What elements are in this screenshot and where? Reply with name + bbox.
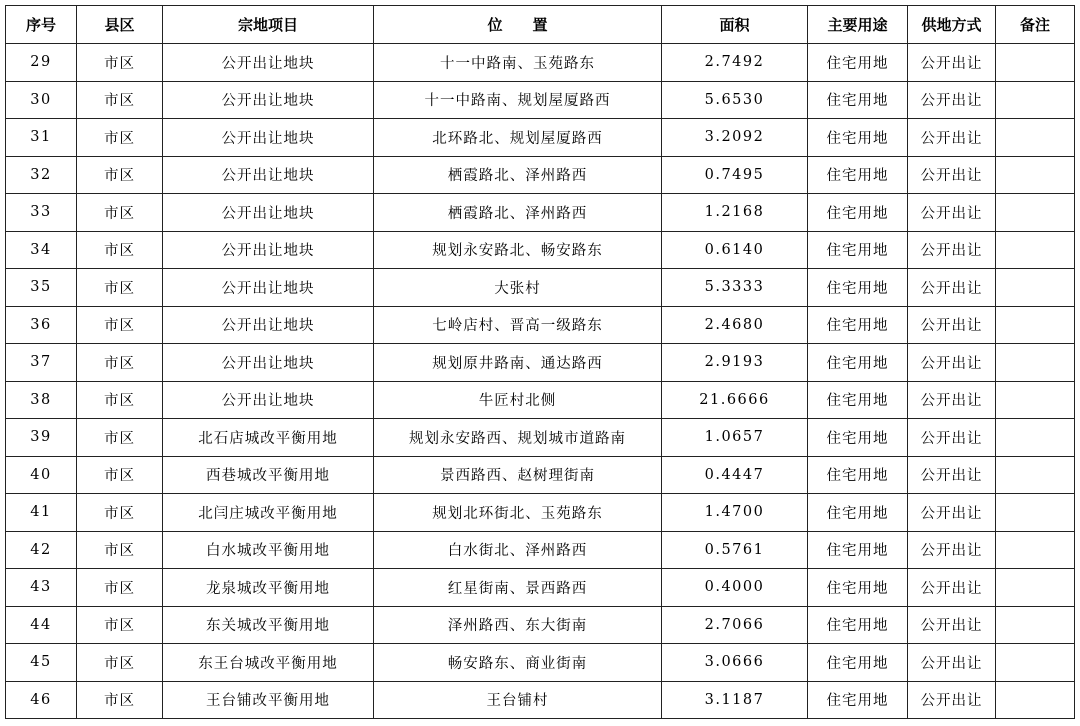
header-location: 位 置	[374, 6, 662, 44]
cell-serial-number: 29	[6, 44, 77, 82]
cell-area: 1.2168	[662, 194, 808, 232]
cell-area: 2.9193	[662, 344, 808, 382]
cell-county-district: 市区	[77, 344, 163, 382]
table-row	[6, 156, 1075, 194]
cell-main-use: 住宅用地	[808, 494, 908, 532]
cell-location: 泽州路西、东大街南	[374, 606, 662, 644]
cell-area: 3.1187	[662, 681, 808, 719]
cell-location: 畅安路东、商业街南	[374, 644, 662, 682]
cell-supply-method: 公开出让	[908, 344, 996, 382]
cell-location: 规划北环街北、玉苑路东	[374, 494, 662, 532]
cell-county-district: 市区	[77, 419, 163, 457]
cell-parcel-project: 公开出让地块	[163, 194, 374, 232]
cell-main-use: 住宅用地	[808, 531, 908, 569]
cell-serial-number: 33	[6, 194, 77, 232]
table-header-row	[6, 6, 1075, 44]
cell-main-use: 住宅用地	[808, 569, 908, 607]
cell-main-use: 住宅用地	[808, 306, 908, 344]
cell-main-use: 住宅用地	[808, 81, 908, 119]
cell-location: 规划原井路南、通达路西	[374, 344, 662, 382]
cell-parcel-project: 公开出让地块	[163, 269, 374, 307]
cell-county-district: 市区	[77, 681, 163, 719]
header-parcel-project: 宗地项目	[163, 6, 374, 44]
cell-main-use: 住宅用地	[808, 269, 908, 307]
cell-parcel-project: 公开出让地块	[163, 231, 374, 269]
cell-county-district: 市区	[77, 156, 163, 194]
cell-county-district: 市区	[77, 644, 163, 682]
cell-remarks	[996, 606, 1075, 644]
cell-area: 2.4680	[662, 306, 808, 344]
cell-serial-number: 37	[6, 344, 77, 382]
cell-remarks	[996, 269, 1075, 307]
table-body	[6, 44, 1075, 719]
cell-main-use: 住宅用地	[808, 44, 908, 82]
cell-serial-number: 36	[6, 306, 77, 344]
cell-serial-number: 44	[6, 606, 77, 644]
cell-parcel-project: 王台铺改平衡用地	[163, 681, 374, 719]
cell-location: 规划永安路西、规划城市道路南	[374, 419, 662, 457]
cell-supply-method: 公开出让	[908, 456, 996, 494]
table-row	[6, 44, 1075, 82]
cell-supply-method: 公开出让	[908, 81, 996, 119]
cell-supply-method: 公开出让	[908, 306, 996, 344]
cell-main-use: 住宅用地	[808, 194, 908, 232]
cell-county-district: 市区	[77, 381, 163, 419]
cell-parcel-project: 公开出让地块	[163, 381, 374, 419]
cell-location: 白水街北、泽州路西	[374, 531, 662, 569]
cell-area: 1.0657	[662, 419, 808, 457]
cell-county-district: 市区	[77, 269, 163, 307]
cell-main-use: 住宅用地	[808, 456, 908, 494]
cell-supply-method: 公开出让	[908, 119, 996, 157]
cell-serial-number: 46	[6, 681, 77, 719]
header-supply-method: 供地方式	[908, 6, 996, 44]
cell-parcel-project: 公开出让地块	[163, 344, 374, 382]
cell-remarks	[996, 81, 1075, 119]
cell-location: 大张村	[374, 269, 662, 307]
cell-main-use: 住宅用地	[808, 119, 908, 157]
cell-parcel-project: 西巷城改平衡用地	[163, 456, 374, 494]
cell-remarks	[996, 381, 1075, 419]
cell-county-district: 市区	[77, 231, 163, 269]
cell-area: 3.0666	[662, 644, 808, 682]
table-row	[6, 194, 1075, 232]
cell-serial-number: 45	[6, 644, 77, 682]
cell-supply-method: 公开出让	[908, 269, 996, 307]
cell-main-use: 住宅用地	[808, 644, 908, 682]
cell-location: 七岭店村、晋高一级路东	[374, 306, 662, 344]
cell-parcel-project: 公开出让地块	[163, 81, 374, 119]
header-remarks: 备注	[996, 6, 1075, 44]
cell-area: 2.7066	[662, 606, 808, 644]
cell-serial-number: 38	[6, 381, 77, 419]
cell-supply-method: 公开出让	[908, 681, 996, 719]
header-serial-number: 序号	[6, 6, 77, 44]
cell-parcel-project: 公开出让地块	[163, 156, 374, 194]
cell-parcel-project: 公开出让地块	[163, 119, 374, 157]
cell-location: 栖霞路北、泽州路西	[374, 156, 662, 194]
table-row	[6, 306, 1075, 344]
cell-main-use: 住宅用地	[808, 381, 908, 419]
cell-area: 21.6666	[662, 381, 808, 419]
cell-remarks	[996, 531, 1075, 569]
cell-area: 1.4700	[662, 494, 808, 532]
cell-supply-method: 公开出让	[908, 231, 996, 269]
cell-remarks	[996, 644, 1075, 682]
cell-county-district: 市区	[77, 119, 163, 157]
cell-supply-method: 公开出让	[908, 44, 996, 82]
cell-county-district: 市区	[77, 569, 163, 607]
cell-county-district: 市区	[77, 606, 163, 644]
cell-area: 5.3333	[662, 269, 808, 307]
cell-supply-method: 公开出让	[908, 569, 996, 607]
cell-county-district: 市区	[77, 456, 163, 494]
cell-location: 王台铺村	[374, 681, 662, 719]
table-row	[6, 381, 1075, 419]
cell-main-use: 住宅用地	[808, 681, 908, 719]
cell-main-use: 住宅用地	[808, 606, 908, 644]
table-row	[6, 606, 1075, 644]
cell-serial-number: 31	[6, 119, 77, 157]
cell-supply-method: 公开出让	[908, 194, 996, 232]
cell-remarks	[996, 119, 1075, 157]
cell-supply-method: 公开出让	[908, 606, 996, 644]
cell-supply-method: 公开出让	[908, 419, 996, 457]
cell-area: 2.7492	[662, 44, 808, 82]
cell-remarks	[996, 44, 1075, 82]
cell-serial-number: 34	[6, 231, 77, 269]
cell-remarks	[996, 419, 1075, 457]
cell-main-use: 住宅用地	[808, 419, 908, 457]
cell-county-district: 市区	[77, 194, 163, 232]
cell-supply-method: 公开出让	[908, 494, 996, 532]
cell-remarks	[996, 456, 1075, 494]
cell-remarks	[996, 306, 1075, 344]
table-row	[6, 119, 1075, 157]
cell-county-district: 市区	[77, 494, 163, 532]
cell-remarks	[996, 194, 1075, 232]
cell-county-district: 市区	[77, 81, 163, 119]
cell-serial-number: 39	[6, 419, 77, 457]
table-row	[6, 531, 1075, 569]
cell-location: 栖霞路北、泽州路西	[374, 194, 662, 232]
table-row	[6, 494, 1075, 532]
cell-remarks	[996, 344, 1075, 382]
cell-location: 景西路西、赵树理街南	[374, 456, 662, 494]
cell-area: 0.5761	[662, 531, 808, 569]
cell-location: 牛匠村北侧	[374, 381, 662, 419]
table-row	[6, 344, 1075, 382]
cell-supply-method: 公开出让	[908, 531, 996, 569]
cell-main-use: 住宅用地	[808, 231, 908, 269]
cell-parcel-project: 龙泉城改平衡用地	[163, 569, 374, 607]
cell-main-use: 住宅用地	[808, 156, 908, 194]
cell-area: 5.6530	[662, 81, 808, 119]
header-county-district: 县区	[77, 6, 163, 44]
cell-county-district: 市区	[77, 306, 163, 344]
cell-location: 十一中路南、玉苑路东	[374, 44, 662, 82]
cell-parcel-project: 公开出让地块	[163, 306, 374, 344]
cell-remarks	[996, 569, 1075, 607]
land-supply-table	[5, 5, 1075, 719]
cell-serial-number: 41	[6, 494, 77, 532]
cell-location: 十一中路南、规划屋厦路西	[374, 81, 662, 119]
cell-location: 规划永安路北、畅安路东	[374, 231, 662, 269]
table-row	[6, 456, 1075, 494]
header-area: 面积	[662, 6, 808, 44]
cell-supply-method: 公开出让	[908, 644, 996, 682]
cell-area: 0.4000	[662, 569, 808, 607]
cell-parcel-project: 东王台城改平衡用地	[163, 644, 374, 682]
cell-serial-number: 35	[6, 269, 77, 307]
cell-area: 0.4447	[662, 456, 808, 494]
cell-location: 北环路北、规划屋厦路西	[374, 119, 662, 157]
table-row	[6, 569, 1075, 607]
cell-main-use: 住宅用地	[808, 344, 908, 382]
cell-serial-number: 40	[6, 456, 77, 494]
cell-county-district: 市区	[77, 44, 163, 82]
cell-remarks	[996, 156, 1075, 194]
table-row	[6, 644, 1075, 682]
cell-serial-number: 30	[6, 81, 77, 119]
cell-remarks	[996, 494, 1075, 532]
table-row	[6, 269, 1075, 307]
cell-parcel-project: 北石店城改平衡用地	[163, 419, 374, 457]
cell-location: 红星街南、景西路西	[374, 569, 662, 607]
cell-parcel-project: 北闫庄城改平衡用地	[163, 494, 374, 532]
cell-parcel-project: 公开出让地块	[163, 44, 374, 82]
table-row	[6, 681, 1075, 719]
cell-serial-number: 43	[6, 569, 77, 607]
table-row	[6, 81, 1075, 119]
cell-parcel-project: 白水城改平衡用地	[163, 531, 374, 569]
table-row	[6, 231, 1075, 269]
cell-area: 0.7495	[662, 156, 808, 194]
cell-area: 0.6140	[662, 231, 808, 269]
table-row	[6, 419, 1075, 457]
cell-county-district: 市区	[77, 531, 163, 569]
header-main-use: 主要用途	[808, 6, 908, 44]
cell-remarks	[996, 231, 1075, 269]
cell-supply-method: 公开出让	[908, 156, 996, 194]
cell-area: 3.2092	[662, 119, 808, 157]
cell-serial-number: 32	[6, 156, 77, 194]
cell-supply-method: 公开出让	[908, 381, 996, 419]
cell-remarks	[996, 681, 1075, 719]
cell-parcel-project: 东关城改平衡用地	[163, 606, 374, 644]
cell-serial-number: 42	[6, 531, 77, 569]
